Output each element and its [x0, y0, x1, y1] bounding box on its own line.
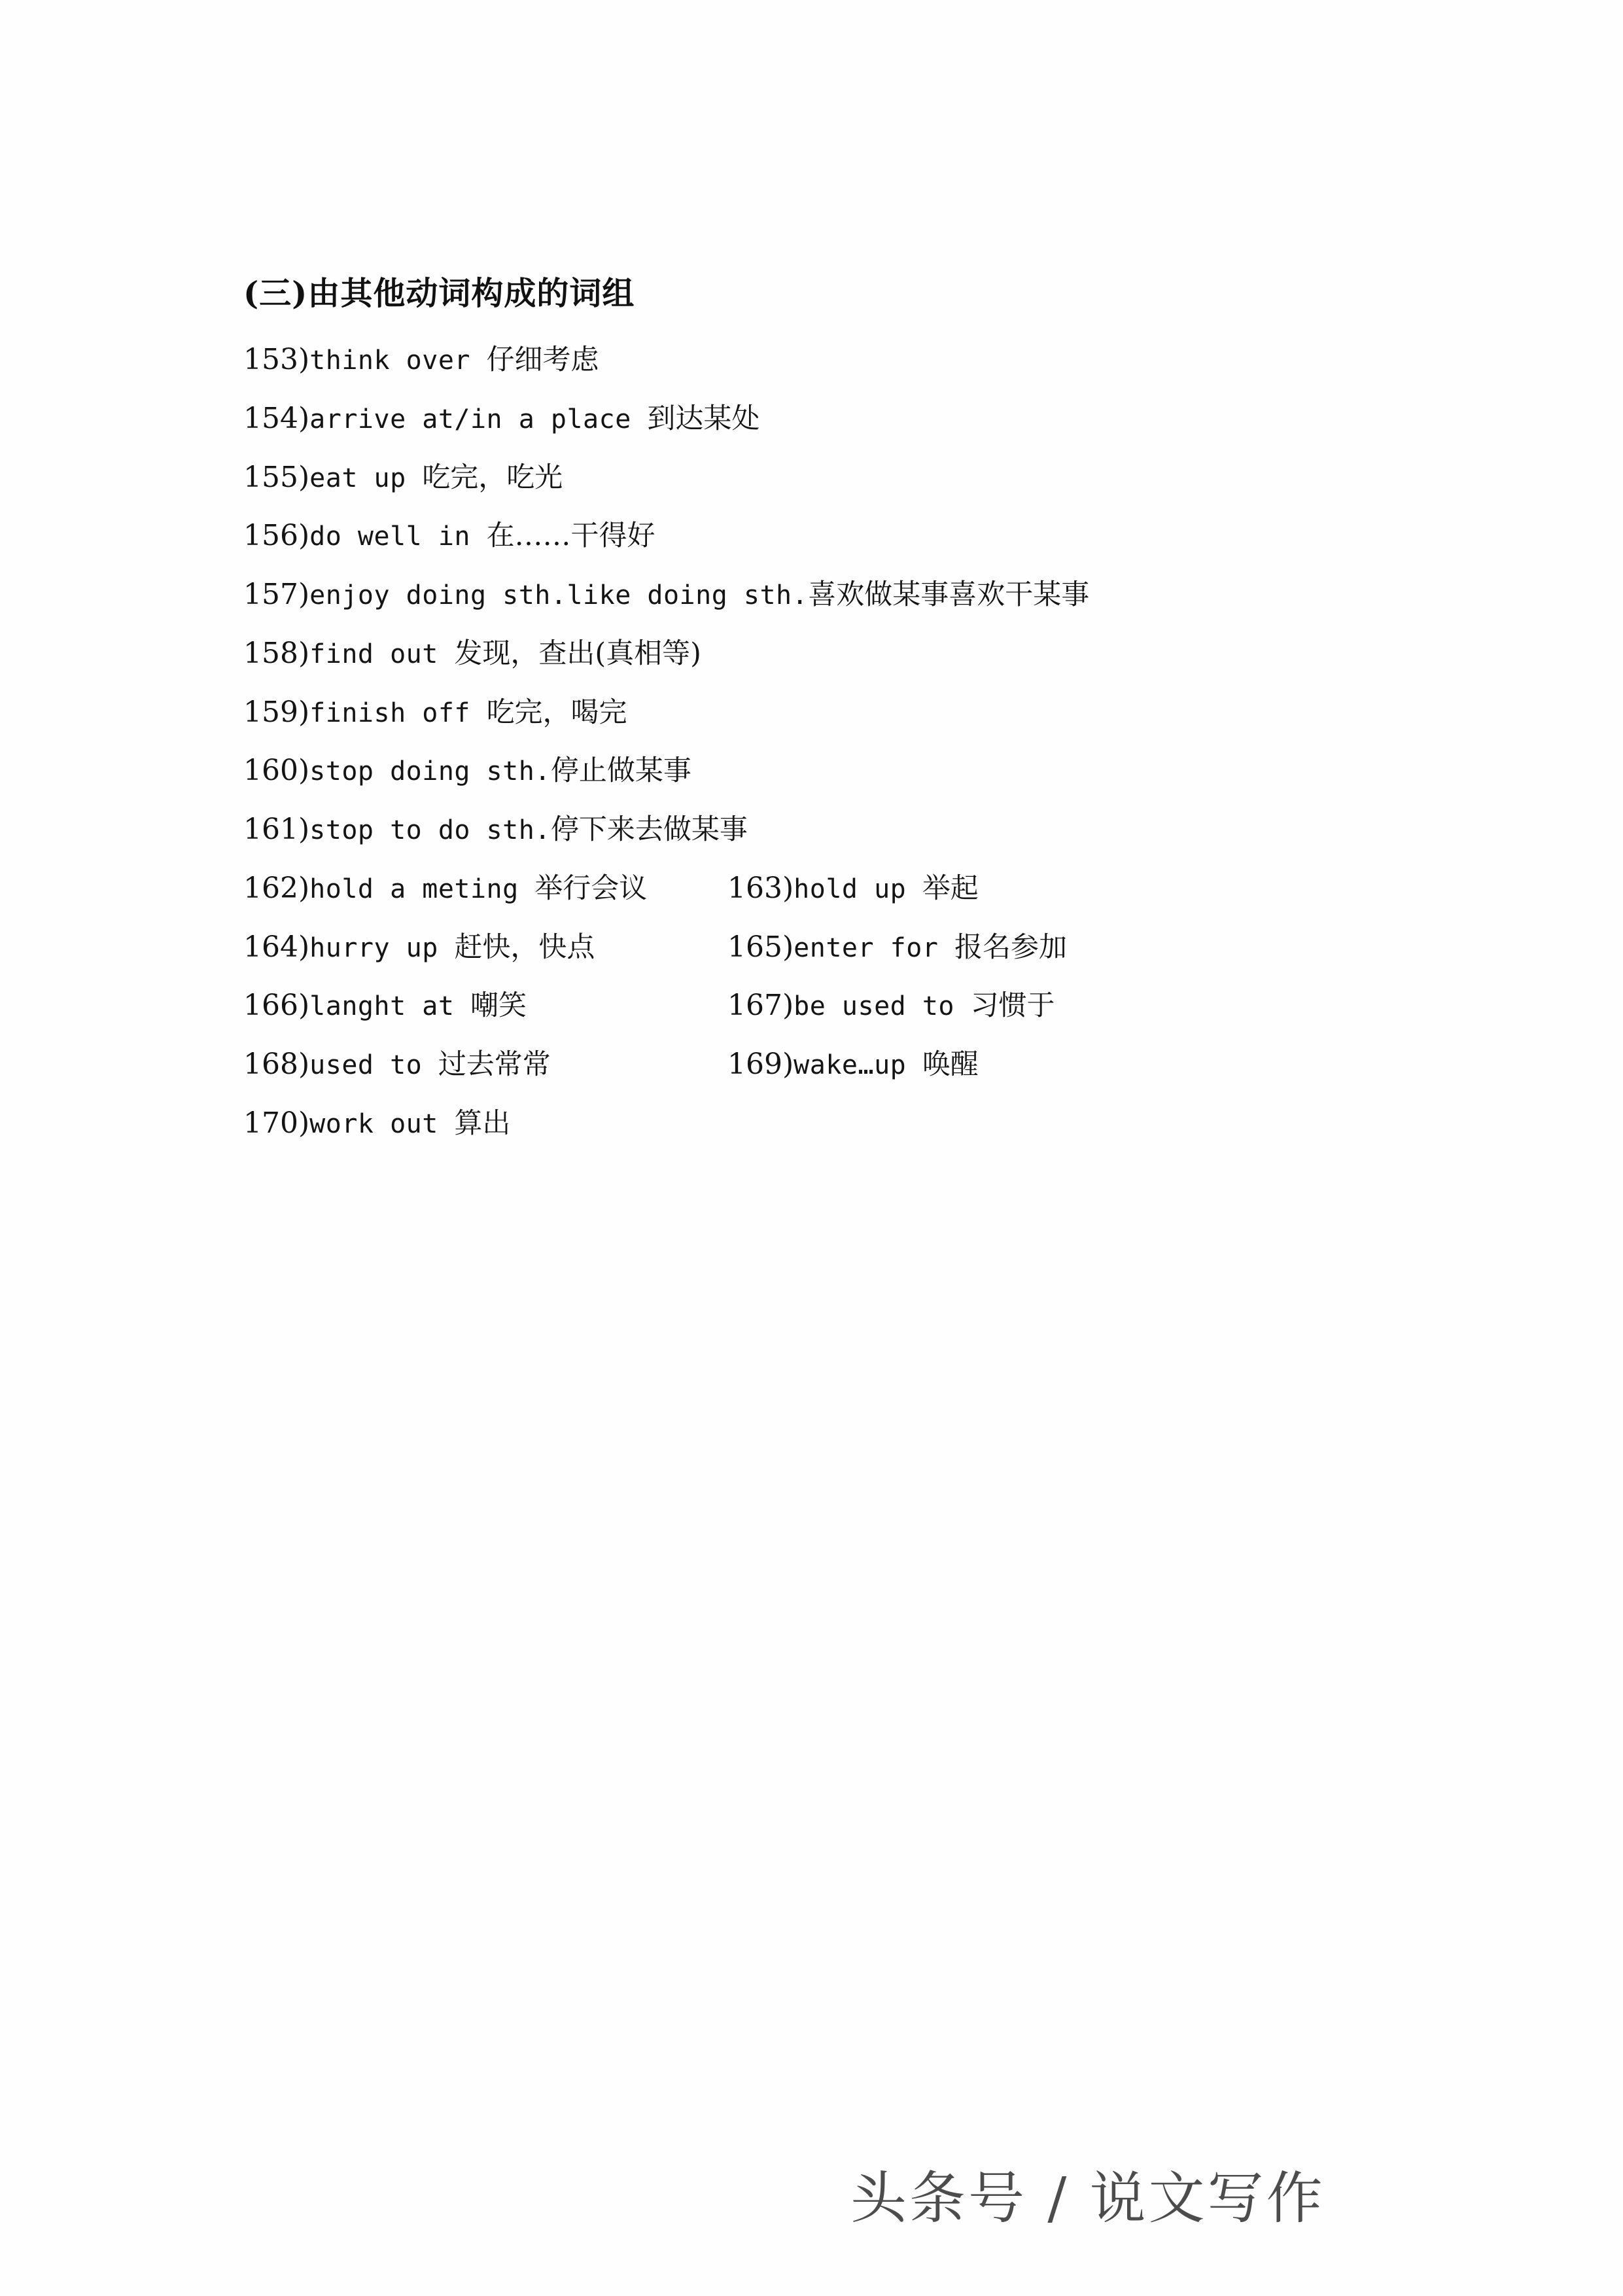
entry-chinese: 停下来去做某事 — [550, 813, 748, 846]
entry-number: 157) — [243, 578, 310, 611]
entry-english: stop to do sth. — [309, 815, 551, 845]
entry-chinese: 赶快，快点 — [454, 930, 595, 964]
entry-number: 162) — [243, 871, 310, 905]
entry-number: 165) — [727, 930, 794, 964]
list-item — [243, 870, 1369, 907]
list-item — [243, 811, 1369, 848]
phrase-entry — [243, 811, 748, 848]
list-item — [243, 1046, 1369, 1083]
entry-number: 164) — [243, 930, 310, 964]
phrase-entry — [243, 694, 627, 731]
list-item — [243, 518, 1369, 554]
phrase-entry — [243, 752, 691, 789]
list-item — [243, 987, 1369, 1024]
list-item — [243, 635, 1369, 672]
phrase-entry — [243, 987, 727, 1024]
phrase-entry — [243, 635, 701, 672]
entry-english: work out — [309, 1108, 455, 1139]
entry-number: 156) — [243, 519, 310, 553]
entry-chinese: 到达某处 — [647, 402, 760, 435]
entry-chinese: 吃完，吃光 — [422, 461, 563, 494]
entry-chinese: 报名参加 — [954, 930, 1067, 964]
document-content — [243, 268, 1369, 1164]
entry-english: hurry up — [309, 932, 455, 963]
entry-number: 160) — [243, 754, 310, 788]
phrase-entry — [243, 1046, 727, 1083]
list-item — [243, 400, 1369, 437]
entry-chinese: 停止做某事 — [550, 754, 691, 788]
list-item — [243, 1105, 1369, 1142]
entry-english: arrive at/in a place — [309, 404, 648, 434]
entry-chinese: 仔细考虑 — [486, 344, 599, 376]
phrase-entry — [243, 518, 655, 554]
entry-english: wake…up — [794, 1050, 922, 1080]
list-item — [243, 576, 1369, 613]
entry-chinese: 嘲笑 — [470, 989, 527, 1023]
entry-english: do well in — [309, 521, 487, 552]
entry-chinese: 举行会议 — [534, 872, 648, 905]
entry-english: be used to — [794, 991, 971, 1022]
entry-number: 163) — [727, 871, 794, 905]
entry-english: hold up — [794, 874, 922, 904]
entry-english: enter for — [794, 932, 954, 963]
entry-number: 167) — [727, 989, 794, 1023]
entry-chinese: 习惯于 — [970, 989, 1055, 1023]
entry-chinese: 在……干得好 — [486, 520, 655, 553]
entry-number: 154) — [243, 401, 310, 435]
entry-number: 155) — [243, 460, 310, 494]
phrase-entry — [727, 987, 1055, 1024]
entry-number: 161) — [243, 813, 310, 846]
phrase-entry — [243, 459, 563, 496]
entry-english: langht at — [309, 991, 470, 1022]
entry-number: 169) — [727, 1048, 794, 1081]
entry-english: think over — [309, 345, 487, 376]
phrase-entry — [243, 342, 599, 378]
entry-number: 170) — [243, 1106, 310, 1140]
phrase-entry — [243, 870, 727, 907]
list-item — [243, 752, 1369, 789]
entry-chinese: 吃完，喝完 — [486, 696, 627, 729]
entry-chinese: 算出 — [454, 1106, 511, 1140]
phrase-entry — [727, 870, 979, 907]
entry-number: 158) — [243, 636, 310, 670]
entry-chinese: 发现，查出(真相等) — [454, 637, 701, 670]
page-title: (三)由其他动词构成的词组 — [243, 274, 635, 312]
phrase-entry — [243, 1105, 510, 1142]
entry-number: 159) — [243, 695, 310, 729]
entry-number: 166) — [243, 989, 310, 1023]
list-item — [243, 694, 1369, 731]
entry-english: enjoy doing sth.like doing sth. — [309, 580, 809, 610]
entry-english: hold a meting — [309, 874, 535, 904]
entry-chinese: 举起 — [922, 872, 979, 905]
phrase-entry — [243, 576, 1089, 613]
phrase-entry — [727, 1046, 979, 1083]
watermark: 头条号 / 说文写作 — [850, 2166, 1325, 2231]
list-item — [243, 342, 1369, 378]
entry-english: stop doing sth. — [309, 756, 551, 787]
entry-chinese: 唤醒 — [922, 1048, 979, 1081]
entry-chinese: 喜欢做某事喜欢干某事 — [808, 578, 1090, 611]
phrase-entry — [727, 929, 1067, 966]
list-item — [243, 459, 1369, 496]
entry-english: find out — [309, 639, 455, 669]
list-item — [243, 929, 1369, 966]
entry-english: used to — [309, 1050, 438, 1080]
phrase-entry — [243, 929, 727, 966]
entry-number: 168) — [243, 1048, 310, 1081]
entry-english: finish off — [309, 698, 487, 728]
entry-number: 153) — [243, 343, 310, 376]
entry-english: eat up — [309, 463, 423, 493]
entry-chinese: 过去常常 — [438, 1048, 551, 1081]
phrase-entry — [243, 400, 759, 437]
